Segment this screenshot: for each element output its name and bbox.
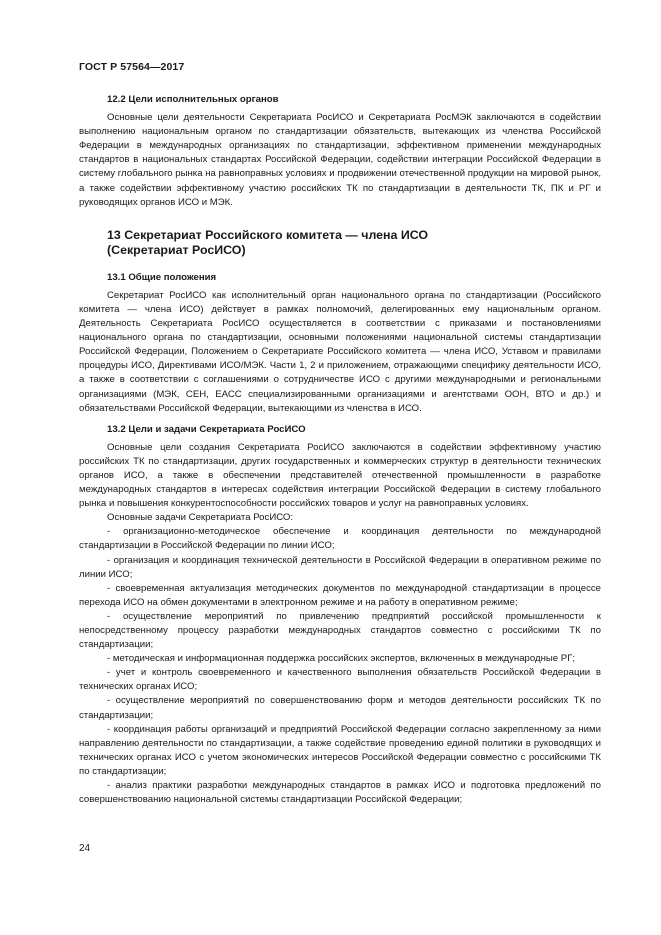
paragraph: Секретариат РосИСО как исполнительный орган национального органа по стандартизации (Российского комитета — члена ИСО) действует в рамках полномочий, делегированных ему национальным органом. Деятельность Секретариата РосИСО осуществляется в соответствии с приказами и постановлениями национального органа по стандартизации, основными положениями национальной системы стандартизации Российской Федерации, Положением о Секретариате Российского комитета — члена ИСО, Уставом и правилами процедуры ИСО, Директивами ИСО/МЭК. Части 1, 2 и приложением, отражающими специфику деятельности ИСО, а также в соответствии с соглашениями о сотрудничестве ИСО с другими международными и региональными организациями (МЭК, СЕН, ЕАСС специализированными организациями и агентствами ООН, ВТО и др.) и обязательствами Российской Федерации, вытекающими из членства в ИСО. — [79, 289, 601, 414]
paragraph: Основные цели создания Секретариата РосИСО заключаются в содействии эффективному участию российских ТК по стандартизации, других государственных и коммерческих структур в деятельности технических органов ИСО, а также в обеспечении представителей отечественной промышленности в разработке международных стандартов в интересах содействия интеграции Российской Федерации в систему глобального рынка и повышения конкурентоспособности российских товаров и услуг на равноправных условиях. — [79, 441, 601, 510]
list-item: - осуществление мероприятий по совершенствованию форм и методов деятельности российских ТК по стандартизации; — [79, 695, 601, 721]
list-item: - организация и координация технической деятельности в Российской Федерации в оперативном режиме по линии ИСО; — [79, 554, 601, 580]
paragraph: Основные цели деятельности Секретариата РосИСО и Секретариата РосМЭК заключаются в содействии выполнению национальным органом по стандартизации обязательств, вытекающих из членства Российской Федерации в международных организациях по стандартизации, эффективном применении международных стандартов в национальных стандартах Российской Федерации, содействии интеграции Российской Федерации в систему глобального рынка на равноправных условиях и продвижении отечественной продукции на мировой рынок, а также содействии эффективному участию российских ТК по стандартизации в деятельности ТК, ПК и РГ и руководящих органов ИСО и МЭК. — [79, 112, 601, 208]
section-13-heading-line1: 13 Секретариат Российского комитета — члена ИСО — [107, 227, 429, 242]
section-12-2-heading: 12.2 Цели исполнительных органов — [107, 94, 279, 105]
document-code: ГОСТ Р 57564—2017 — [79, 61, 185, 73]
section-13-1-heading: 13.1 Общие положения — [107, 271, 217, 283]
page-content — [79, 93, 601, 807]
list-item: - организационно-методическое обеспечение и координация деятельности по международной стандартизации в Российской Федерации по линии ИСО; — [79, 526, 601, 552]
section-13-2-heading: 13.2 Цели и задачи Секретариата РосИСО — [107, 423, 306, 435]
list-item: - учет и контроль своевременного и качественного выполнения обязательств Российской Федерации в технических органах ИСО; — [79, 667, 601, 693]
section-13-heading-line2: (Секретариат РосИСО) — [107, 243, 246, 258]
paragraph: Основные задачи Секретариата РосИСО: — [107, 512, 294, 524]
list-item: - анализ практики разработки международных стандартов в рамках ИСО и подготовка предложений по совершенствованию национальной системы стандартизации Российской Федерации; — [79, 780, 601, 806]
list-item: - координация работы организаций и предприятий Российской Федерации согласно закрепленному за ними направлению деятельности по стандартизации, а также содействие проведению единой политики в руководящих и технических органах ИСО с учетом экономических интересов Российской Федерации совместно с российскими ТК по стандартизации; — [79, 723, 601, 777]
list-item: - методическая и информационная поддержка российских экспертов, включенных в международные РГ; — [107, 653, 576, 665]
page-number: 24 — [79, 843, 91, 854]
section-13-heading — [79, 228, 601, 259]
list-item: - своевременная актуализация методических документов по международной стандартизации в процессе перехода ИСО на обмен документами в электронном режиме и на работу в оперативном режиме; — [79, 582, 601, 608]
list-item: - осуществление мероприятий по привлечению предприятий российской промышленности к непосредственному процессу разработки международных стандартов совместно с российскими ТК по стандартизации; — [79, 610, 601, 651]
